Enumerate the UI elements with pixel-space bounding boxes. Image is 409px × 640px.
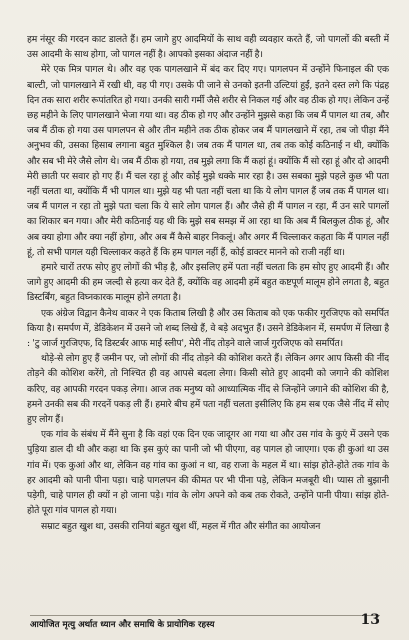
- paragraph-2: मेरे एक मित्र पागल थे। और वह एक पागलखाने में बंद कर दिए गए। पागलपन में उन्होंने फिनाइल की एक बाल्टी, जो पागलखाने में रखी थी, वह पी गए। उसके पी जाने से उनको इतनी उल्टियां हुईं, इतने दस्त लगे कि पंद्रह दिन तक सारा शरीर रूपांतरित हो गया। उनकी सारी गर्मी जैसे शरीर से निकल गई और वह ठीक हो गए। लेकिन उन्हें छह महीने के लिए पागलखाने भेजा गया था। वह ठीक हो गए और उन्होंने मुझसे कहा कि जब मैं पागल था तब, और जब मैं ठीक हो गया उस पागलपन से और तीन महीने तक ठीक होकर जब मैं पागलखाने में रहा, तब जो पीड़ा मैंने अनुभव की, उसका हिसाब लगाना बहुत मुश्किल है। जब तक मैं पागल था, तब तक कोई कठिनाई न थी, क्योंकि और सब भी मेरे जैसे लोग थे। जब मैं ठीक हो गया, तब मुझे लगा कि मैं कहां हूं। क्योंकि मैं सो रहा हूं और दो आदमी मेरी छाती पर सवार हो गए हैं। मैं चल रहा हूं और कोई मुझे धक्के मार रहा है। उस सबका मुझे पहले कुछ भी पता नहीं चलता था, क्योंकि मैं भी पागल था। मुझे यह भी पता नहीं चला था कि ये लोग पागल हैं जब तक मैं पागल था। जब मैं पागल न रहा तो मुझे पता चला कि ये सारे लोग पागल हैं। और जैसे ही मैं पागल न रहा, मैं उन सारे पागलों का शिकार बन गया। और मेरी कठिनाई यह थी कि मुझे सब समझ में आ रहा था कि अब मैं बिलकुल ठीक हूं, और अब क्या होगा और क्या नहीं होगा, और अब मैं कैसे बाहर निकलूं। और अगर मैं चिल्लाकर कहता कि मैं पागल नहीं हूं, तो सभी पागल यही चिल्लाकर कहते हैं कि हम पागल नहीं हैं, कोई डाक्टर मानने को राजी नहीं था।: [27, 64, 389, 258]
- text-body: [27, 32, 389, 602]
- footer-title: आयोजित मृत्यु अर्थात ध्यान और समाधि के प्रायोगिक रहस्य: [30, 620, 215, 630]
- page-number: 13: [360, 612, 380, 628]
- paragraph-5: थोड़े-से लोग हुए हैं जमीन पर, जो लोगों की नींद तोड़ने की कोशिश करते हैं। लेकिन अगर आप किसी की नींद तोड़ने की कोशिश करेंगे, तो निश्चित ही वह आपसे बदला लेगा। किसी सोते हुए आदमी को जगाने की कोशिश करिए, वह आपकी गरदन पकड़ लेगा। आज तक मनुष्य को आध्यात्मिक नींद से जिन्होंने जगाने की कोशिश की है, हमने उनकी सब की गरदनें पकड़ ली हैं। हमारे बीच हमें पता नहीं चलता इसीलिए कि हम सब एक जैसे नींद में सोए हुए लोग हैं।: [27, 353, 389, 426]
- paragraph-7: सम्राट बहुत खुश था, उसकी रानियां बहुत खुश थीं, महल में गीत और संगीत का आयोजन: [41, 520, 321, 532]
- page-footer: [30, 612, 380, 630]
- paragraph-1: हम नंसूर की गरदन काट डालते हैं। हम जागे हुए आदमियों के साथ वही व्यवहार करते हैं, जो पागलों की बस्ती में उस आदमी के साथ होगा, जो पागल नहीं है। आपको इसका अंदाज नहीं है।: [27, 34, 389, 61]
- paragraph-6: एक गांव के संबंध में मैंने सुना है कि वहां एक दिन एक जादूगर आ गया था और उस गांव के कुएं में उसने एक पुड़िया डाल दी थी और कहा था कि इस कुएं का पानी जो भी पीएगा, वह पागल हो जाएगा। एक ही कुआं था उस गांव में। एक कुआं और था, लेकिन वह गांव का कुआं न था, वह राजा के महल में था। सांझ होते-होते तक गांव के हर आदमी को पानी पीना पड़ा। चाहे पागलपन की कीमत पर भी पीना पड़े, लेकिन मजबूरी थी। प्यास तो बुझानी पड़ेगी, चाहे पागल ही क्यों न हो जाना पड़े। गांव के लोग अपने को कब तक रोकते, उन्होंने पानी पीया। सांझ होते-होते पूरा गांव पागल हो गया।: [27, 429, 389, 517]
- paragraph-3: हमारे चारों तरफ सोए हुए लोगों की भीड़ है, और इसलिए हमें पता नहीं चलता कि हम सोए हुए आदमी हैं। और जागे हुए आदमी की हम जल्दी से हत्या कर देते हैं, क्योंकि वह आदमी हमें बहुत कष्टपूर्ण मालूम होने लगता है, बहुत डिस्टर्बिंग, बहुत विघ्नकारक मालूम होने लगता है।: [27, 262, 389, 304]
- paragraph-4: एक अंग्रेज विद्वान कैनेथ वाकर ने एक किताब लिखी है और उस किताब को एक फकीर गुरजिएफ को समर्पित किया है। समर्पण में, डेडिकेशन में उसने जो शब्द लिखे हैं, वे बड़े अदभुत हैं। उसने डेडिकेशन में, समर्पण में लिखा है : 'टु जार्ज गुरजिएफ, दि डिस्टर्बर आफ माई स्लीप', मेरी नींद तोड़ने वाले जार्ज गुरजिएफ को समर्पित।: [27, 307, 389, 350]
